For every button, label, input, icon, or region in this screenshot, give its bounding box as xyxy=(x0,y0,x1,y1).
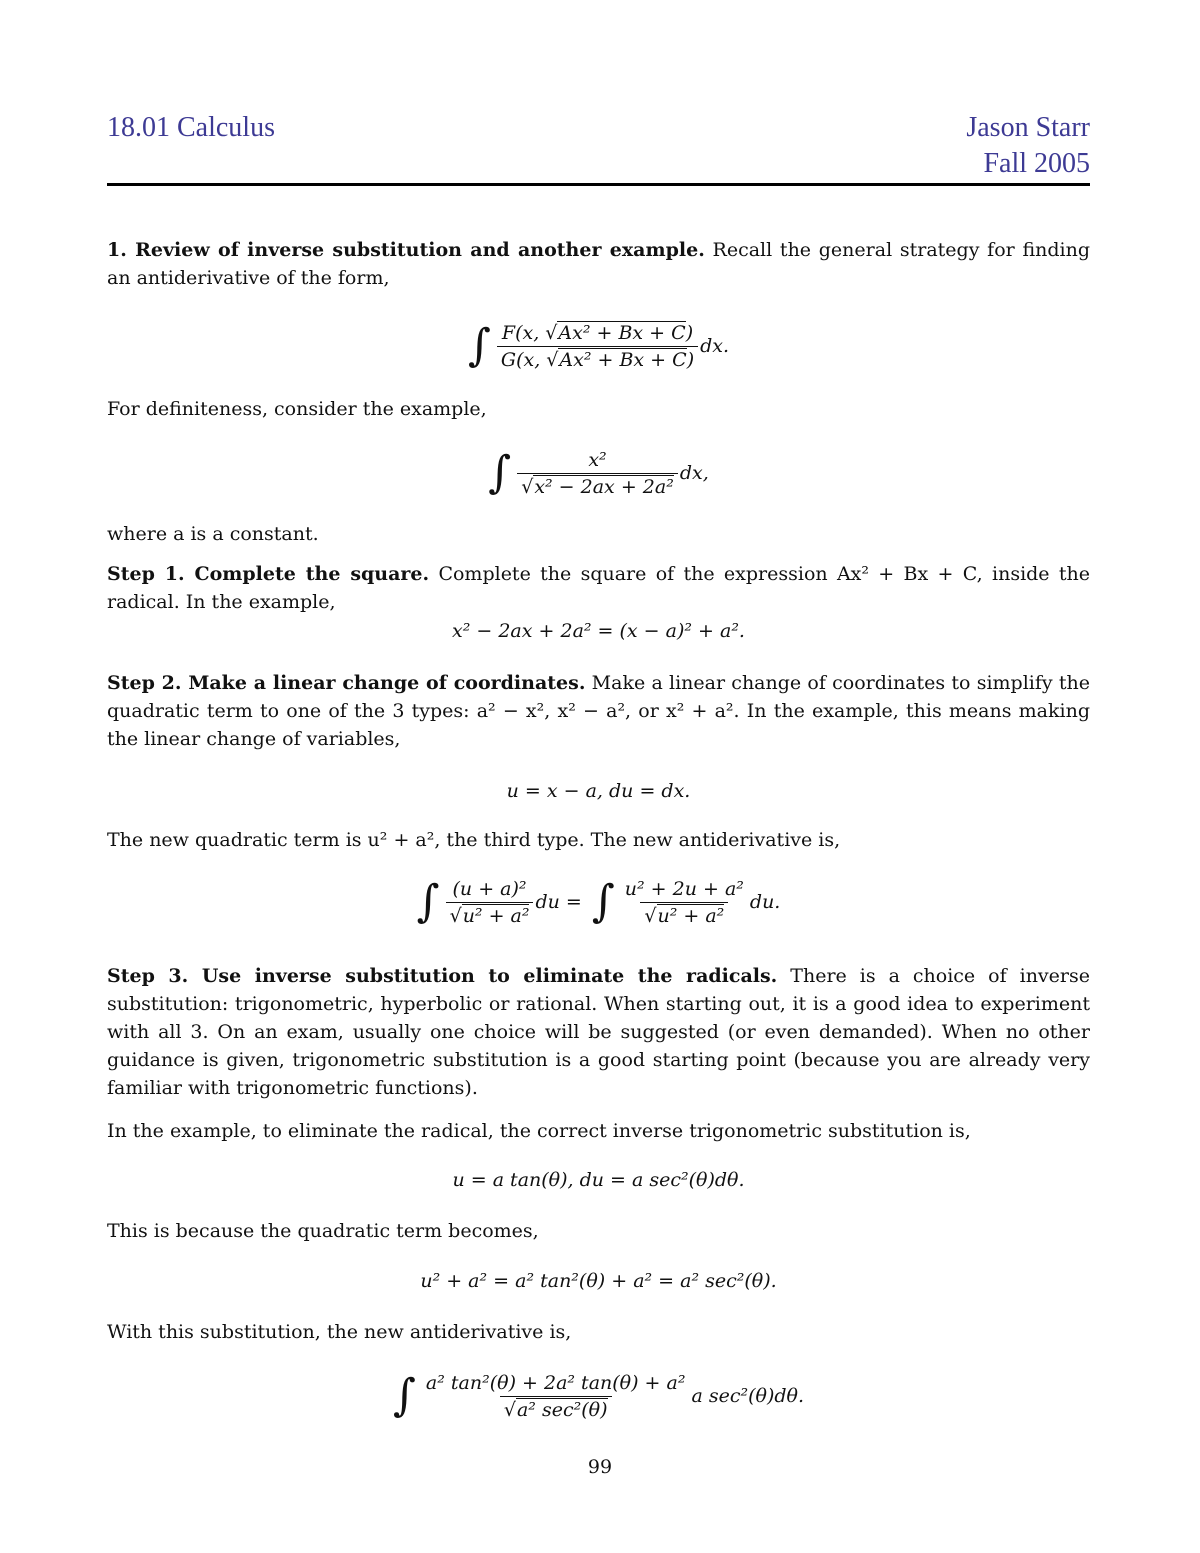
step-1 xyxy=(107,560,1090,616)
step-2-text: Make a linear change of coordinates to simplify the quadratic term to one of the 3 types: a² − x², x² − a², or x² + a². In the example, this means making the linear change of variables, xyxy=(107,672,1090,750)
integral-sign: ∫ xyxy=(488,447,512,498)
section-1-title: 1. Review of inverse substitution and another example. xyxy=(107,239,705,261)
integral-sign: ∫ xyxy=(467,320,491,371)
page-number: 99 xyxy=(587,1456,613,1478)
fraction-2: $\frac{\text{u² + 2u + a²}}{\text{√u² + a²}}$ xyxy=(624,877,744,927)
equation-linear-change: u = x − a, du = dx. xyxy=(506,780,691,802)
integral-sign: ∫ xyxy=(392,1370,416,1421)
header-rule xyxy=(107,183,1090,186)
fraction: $\frac{\text{a² tan²(θ) + 2a² tan(θ) + a²}}{\text{√a² sec²(θ)}}$ xyxy=(425,1371,686,1421)
step-3-text: There is a choice of inverse substitution: trigonometric, hyperbolic or rational. When starting out, it is a good idea to experiment with all 3. On an exam, usually one choice will be suggested (or even demanded). When no other guidance is given, trigonometric substitution is a good starting point (because you are already very familiar with trigonometric functions). xyxy=(107,965,1090,1099)
fraction: $\frac{\text{F(x, √Ax² + Bx + C)}}{\text{G(x, √Ax² + Bx + C)}}$ xyxy=(497,322,698,371)
equation-quadratic: u² + a² = a² tan²(θ) + a² = a² sec²(θ). xyxy=(420,1270,777,1292)
fraction-1: $\frac{\text{(u + a)²}}{\text{√u² + a²}}$ xyxy=(446,878,534,927)
section-1-text: Recall the general strategy for finding an antiderivative of the form, xyxy=(107,239,1090,289)
paragraph-constant: where a is a constant. xyxy=(107,523,319,545)
equation-final xyxy=(107,1360,1090,1432)
section-1-intro xyxy=(107,236,1090,292)
equation-new-antiderivative xyxy=(107,866,1090,938)
equation-general-form xyxy=(107,306,1090,386)
equation-tail: dx. xyxy=(700,335,730,357)
step-3-title: Step 3. Use inverse substitution to eliminate the radicals. xyxy=(107,965,778,987)
integral-sign: ∫ xyxy=(591,876,615,927)
step-2 xyxy=(107,669,1090,753)
step-1-title: Step 1. Complete the square. xyxy=(107,563,430,585)
step-3 xyxy=(107,962,1090,1102)
step-1-text: Complete the square of the expression Ax² + Bx + C, inside the radical. In the example, xyxy=(107,563,1090,613)
fraction: $\frac{\text{x²}}{\text{√x² − 2ax + 2a²}}$ xyxy=(517,449,678,498)
paragraph-because: This is because the quadratic term becomes, xyxy=(107,1220,539,1242)
paragraph-new-term: The new quadratic term is u² + a², the third type. The new antiderivative is, xyxy=(107,829,841,851)
equation-example xyxy=(107,438,1090,508)
paragraph-correct-substitution: In the example, to eliminate the radical, the correct inverse trigonometric substitution is, xyxy=(107,1120,971,1142)
term: Fall 2005 xyxy=(983,148,1090,179)
equation-tail: du. xyxy=(749,891,781,913)
equation-complete-square: x² − 2ax + 2a² = (x − a)² + a². xyxy=(452,620,745,642)
equation-tail: dx, xyxy=(679,462,709,484)
author-name: Jason Starr xyxy=(966,112,1090,143)
paragraph-with-substitution: With this substitution, the new antiderivative is, xyxy=(107,1321,572,1343)
course-title: 18.01 Calculus xyxy=(107,112,275,143)
paragraph-definiteness: For definiteness, consider the example, xyxy=(107,398,487,420)
equation-tail: a sec²(θ)dθ. xyxy=(691,1385,804,1407)
equation-middle: du = xyxy=(535,891,582,913)
step-2-title: Step 2. Make a linear change of coordinates. xyxy=(107,672,586,694)
equation-substitution: u = a tan(θ), du = a sec²(θ)dθ. xyxy=(452,1169,745,1191)
integral-sign: ∫ xyxy=(416,876,440,927)
